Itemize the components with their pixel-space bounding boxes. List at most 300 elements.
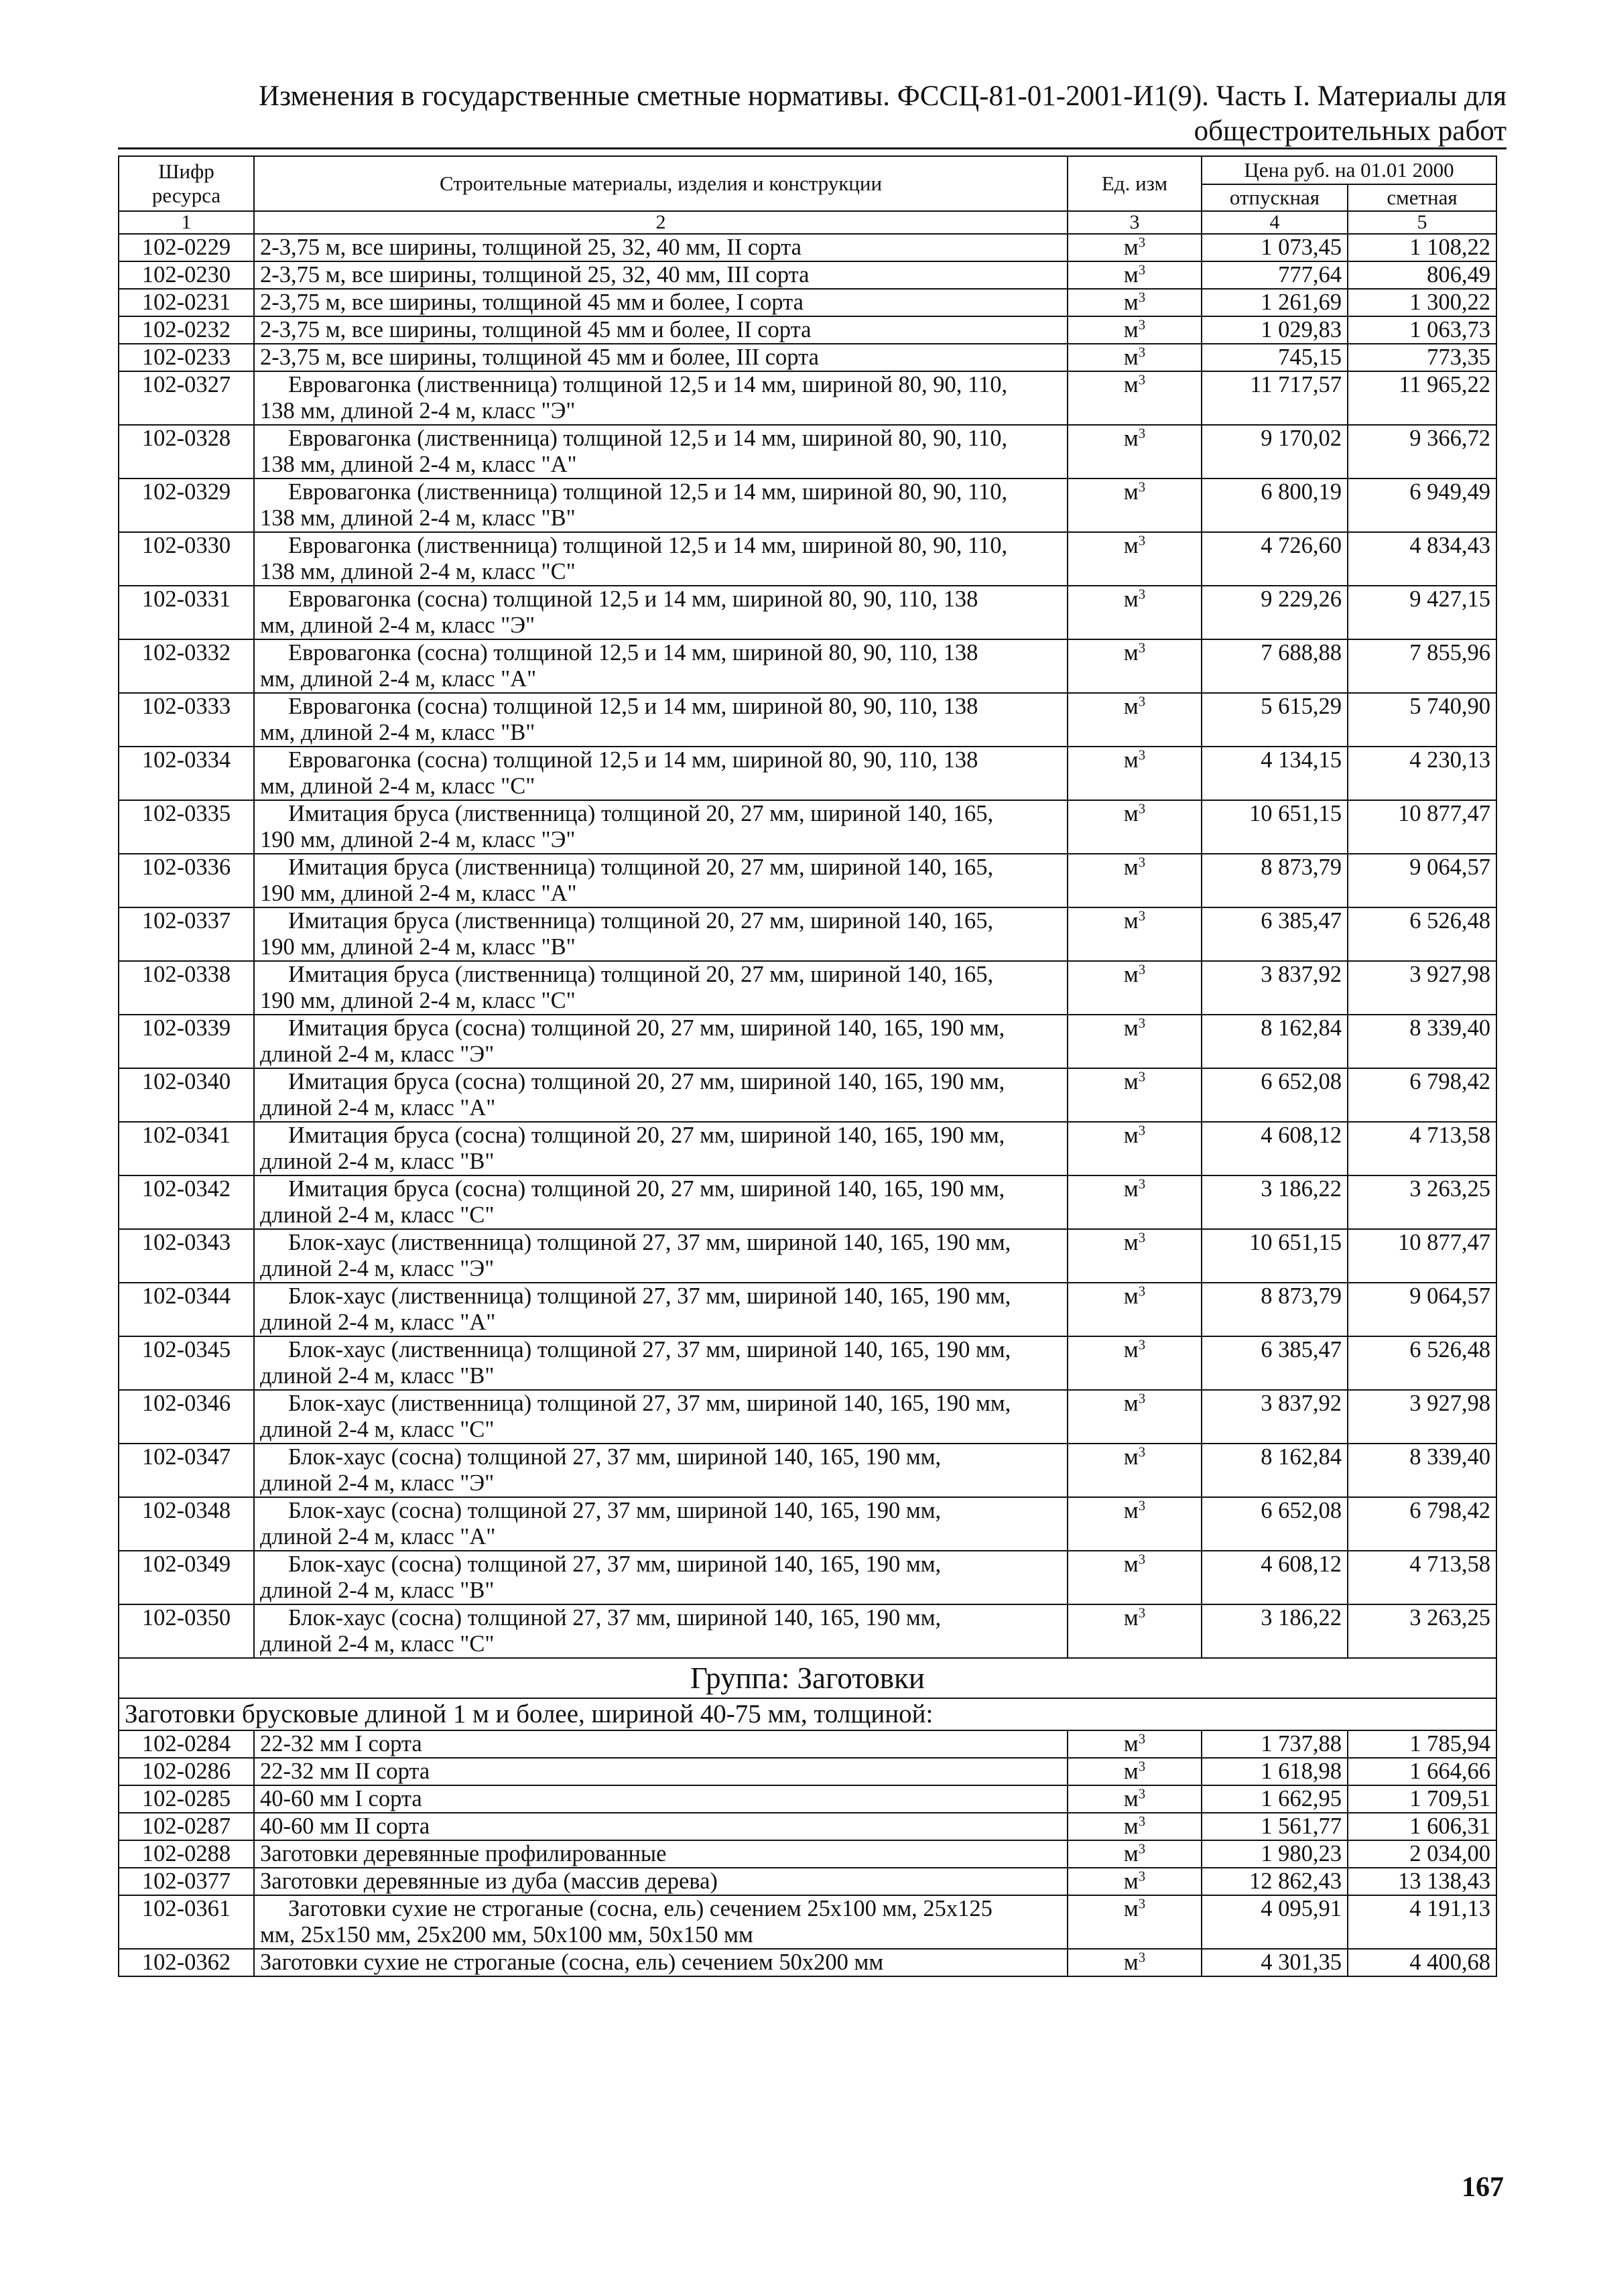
unit-exponent: 3 [1138, 1869, 1146, 1885]
unit-exponent: 3 [1138, 1897, 1146, 1912]
resource-code: 102-0331 [119, 586, 254, 639]
material-name-line-1: Имитация бруса (лиственница) толщиной 20, 27 мм, шириной 140, 165, [288, 801, 994, 826]
material-name [254, 1551, 1068, 1604]
unit [1068, 586, 1202, 639]
estimate-price: 3 263,25 [1348, 1604, 1496, 1658]
resource-code: 102-0341 [119, 1122, 254, 1175]
material-name [254, 961, 1068, 1015]
release-price: 1 662,95 [1202, 1785, 1348, 1813]
unit-base: м [1123, 586, 1139, 612]
estimate-price: 4 400,68 [1348, 1949, 1496, 1976]
material-name: 2-3,75 м, все ширины, толщиной 25, 32, 40 мм, III сорта [254, 261, 1068, 289]
table-row [119, 425, 1496, 479]
material-name [254, 1497, 1068, 1551]
unit-base: м [1123, 854, 1139, 880]
release-price: 5 615,29 [1202, 693, 1348, 747]
material-name-line-1: Имитация бруса (лиственница) толщиной 20, 27 мм, шириной 140, 165, [288, 854, 994, 880]
material-name-line-2: длиной 2-4 м, класс "А" [260, 1310, 496, 1335]
estimate-price: 1 785,94 [1348, 1730, 1496, 1758]
unit-base: м [1123, 694, 1139, 719]
table-body-lumber [119, 234, 1496, 371]
page-header [118, 79, 1507, 149]
estimate-price: 9 366,72 [1348, 425, 1496, 479]
unit-exponent: 3 [1138, 1070, 1146, 1085]
unit-exponent: 3 [1138, 1787, 1146, 1802]
resource-code: 102-0286 [119, 1758, 254, 1785]
unit-base: м [1123, 1841, 1139, 1866]
material-name [254, 1604, 1068, 1658]
unit-base: м [1123, 1759, 1139, 1784]
material-name [254, 1122, 1068, 1175]
unit [1068, 479, 1202, 532]
unit-base: м [1123, 801, 1139, 826]
material-name-line-2: длиной 2-4 м, класс "Э" [260, 1041, 495, 1067]
table-row [119, 289, 1496, 316]
table-row [119, 1015, 1496, 1068]
table-row [119, 1283, 1496, 1336]
material-name: Заготовки сухие не строганые (сосна, ель) сечением 50х200 мм [254, 1949, 1068, 1976]
unit-base: м [1123, 262, 1139, 288]
unit-base: м [1123, 1230, 1139, 1255]
material-name-line-2: длиной 2-4 м, класс "А" [260, 1524, 496, 1549]
material-name [254, 1015, 1068, 1068]
unit [1068, 1785, 1202, 1813]
material-name-line-1: Имитация бруса (сосна) толщиной 20, 27 мм, шириной 140, 165, 190 мм, [288, 1176, 1005, 1202]
unit-base: м [1123, 1551, 1139, 1577]
unit-exponent: 3 [1138, 235, 1146, 251]
unit [1068, 1122, 1202, 1175]
unit-exponent: 3 [1138, 1177, 1146, 1192]
estimate-price: 9 064,57 [1348, 854, 1496, 907]
unit [1068, 1949, 1202, 1976]
material-name-line-2: 138 мм, длиной 2-4 м, класс "С" [260, 559, 576, 584]
material-name-line-1: Евровагонка (сосна) толщиной 12,5 и 14 мм, шириной 80, 90, 110, 138 [288, 640, 978, 665]
resource-code: 102-0349 [119, 1551, 254, 1604]
resource-code: 102-0288 [119, 1840, 254, 1868]
unit [1068, 1497, 1202, 1551]
release-price: 11 717,57 [1202, 371, 1348, 425]
unit-base: м [1123, 290, 1139, 315]
resource-code: 102-0340 [119, 1068, 254, 1122]
table-body-blanks-other [119, 1840, 1496, 1895]
material-name-line-2: длиной 2-4 м, класс "Э" [260, 1470, 495, 1496]
estimate-price: 10 877,47 [1348, 800, 1496, 854]
resource-code: 102-0339 [119, 1015, 254, 1068]
estimate-price: 773,35 [1348, 344, 1496, 371]
material-name: Заготовки деревянные из дуба (массив дерева) [254, 1868, 1068, 1895]
material-name [254, 425, 1068, 479]
table-row [119, 907, 1496, 961]
unit-exponent: 3 [1138, 962, 1146, 978]
unit [1068, 854, 1202, 907]
estimate-price: 4 713,58 [1348, 1122, 1496, 1175]
material-name-line-2: длиной 2-4 м, класс "С" [260, 1631, 495, 1657]
material-name: Заготовки деревянные профилированные [254, 1840, 1068, 1868]
material-name [254, 800, 1068, 854]
unit-base: м [1123, 426, 1139, 451]
unit [1068, 1868, 1202, 1895]
unit-exponent: 3 [1138, 802, 1146, 817]
resource-code: 102-0284 [119, 1730, 254, 1758]
column-number: 4 [1202, 211, 1348, 234]
resource-code: 102-0233 [119, 344, 254, 371]
material-name-line-2: 138 мм, длиной 2-4 м, класс "А" [260, 452, 577, 477]
table-row [119, 371, 1496, 425]
unit-base: м [1123, 235, 1139, 260]
material-name-line-2: длиной 2-4 м, класс "В" [260, 1578, 495, 1603]
table-row [119, 1840, 1496, 1868]
material-name-line-1: Евровагонка (лиственница) толщиной 12,5 и 14 мм, шириной 80, 90, 110, [288, 372, 1008, 397]
estimate-price: 1 108,22 [1348, 234, 1496, 261]
material-name [254, 907, 1068, 961]
column-header-name: Строительные материалы, изделия и конструкции [254, 156, 1068, 211]
unit [1068, 1758, 1202, 1785]
material-name-line-1: Евровагонка (лиственница) толщиной 12,5 и 14 мм, шириной 80, 90, 110, [288, 533, 1008, 558]
estimate-price: 9 427,15 [1348, 586, 1496, 639]
table-body-dry-blanks [119, 1895, 1496, 1976]
estimate-price: 4 834,43 [1348, 532, 1496, 586]
material-name-line-2: мм, длиной 2-4 м, класс "Э" [260, 613, 535, 638]
release-price: 4 726,60 [1202, 532, 1348, 586]
unit-exponent: 3 [1138, 1842, 1146, 1857]
material-name-line-2: длиной 2-4 м, класс "В" [260, 1149, 495, 1174]
unit-base: м [1123, 1868, 1139, 1894]
material-name [254, 1336, 1068, 1390]
material-name-line-2: 138 мм, длиной 2-4 м, класс "Э" [260, 398, 576, 424]
column-number: 2 [254, 211, 1068, 234]
material-name [254, 747, 1068, 800]
unit [1068, 1444, 1202, 1497]
resource-code: 102-0334 [119, 747, 254, 800]
table-row [119, 344, 1496, 371]
unit-base: м [1123, 1123, 1139, 1148]
estimate-price: 13 138,43 [1348, 1868, 1496, 1895]
unit-exponent: 3 [1138, 909, 1146, 924]
material-name [254, 532, 1068, 586]
material-name: 2-3,75 м, все ширины, толщиной 45 мм и более, I сорта [254, 289, 1068, 316]
material-name-line-2: 138 мм, длиной 2-4 м, класс "В" [260, 505, 576, 531]
material-name-line-1: Евровагонка (сосна) толщиной 12,5 и 14 мм, шириной 80, 90, 110, 138 [288, 586, 978, 612]
unit [1068, 371, 1202, 425]
estimate-price: 806,49 [1348, 261, 1496, 289]
release-price: 9 229,26 [1202, 586, 1348, 639]
resource-code: 102-0332 [119, 639, 254, 693]
unit-exponent: 3 [1138, 855, 1146, 871]
resource-code: 102-0343 [119, 1229, 254, 1283]
unit [1068, 961, 1202, 1015]
estimate-price: 4 230,13 [1348, 747, 1496, 800]
release-price: 8 873,79 [1202, 1283, 1348, 1336]
unit-base: м [1123, 1605, 1139, 1631]
unit [1068, 1015, 1202, 1068]
unit-base: м [1123, 640, 1139, 665]
resource-code: 102-0350 [119, 1604, 254, 1658]
material-name: 22-32 мм II сорта [254, 1758, 1068, 1785]
unit [1068, 532, 1202, 586]
table-row [119, 1785, 1496, 1813]
release-price: 1 073,45 [1202, 234, 1348, 261]
table-row [119, 586, 1496, 639]
release-price: 3 837,92 [1202, 961, 1348, 1015]
resource-code: 102-0232 [119, 316, 254, 344]
unit-base: м [1123, 1896, 1139, 1921]
unit [1068, 261, 1202, 289]
unit [1068, 1730, 1202, 1758]
unit [1068, 1283, 1202, 1336]
release-price: 7 688,88 [1202, 639, 1348, 693]
unit [1068, 1336, 1202, 1390]
resource-code: 102-0338 [119, 961, 254, 1015]
resource-code: 102-0347 [119, 1444, 254, 1497]
unit-exponent: 3 [1138, 1445, 1146, 1460]
estimate-price: 4 713,58 [1348, 1551, 1496, 1604]
resource-code: 102-0327 [119, 371, 254, 425]
unit-base: м [1123, 372, 1139, 397]
material-name-line-1: Блок-хаус (сосна) толщиной 27, 37 мм, шириной 140, 165, 190 мм, [288, 1605, 942, 1631]
unit-base: м [1123, 317, 1139, 342]
table-row [119, 479, 1496, 532]
unit-exponent: 3 [1138, 1606, 1146, 1621]
estimate-price: 6 798,42 [1348, 1497, 1496, 1551]
estimate-price: 1 063,73 [1348, 316, 1496, 344]
unit-base: м [1123, 1813, 1139, 1839]
unit [1068, 1551, 1202, 1604]
release-price: 4 301,35 [1202, 1949, 1348, 1976]
unit-exponent: 3 [1138, 587, 1146, 602]
resource-code: 102-0362 [119, 1949, 254, 1976]
unit-base: м [1123, 533, 1139, 558]
material-name [254, 1175, 1068, 1229]
unit-exponent: 3 [1138, 1732, 1146, 1747]
unit [1068, 1895, 1202, 1949]
estimate-price: 3 927,98 [1348, 1390, 1496, 1444]
table-row [119, 1068, 1496, 1122]
release-price: 12 862,43 [1202, 1868, 1348, 1895]
release-price: 4 134,15 [1202, 747, 1348, 800]
unit-exponent: 3 [1138, 1759, 1146, 1775]
resource-code: 102-0229 [119, 234, 254, 261]
material-name-line-1: Блок-хаус (лиственница) толщиной 27, 37 мм, шириной 140, 165, 190 мм, [288, 1283, 1011, 1309]
unit-exponent: 3 [1138, 1391, 1146, 1407]
material-name [254, 371, 1068, 425]
table-row [119, 1730, 1496, 1758]
unit-base: м [1123, 1444, 1139, 1470]
resource-code: 102-0346 [119, 1390, 254, 1444]
material-name-line-1: Евровагонка (сосна) толщиной 12,5 и 14 мм, шириной 80, 90, 110, 138 [288, 747, 978, 773]
unit-exponent: 3 [1138, 641, 1146, 656]
release-price: 777,64 [1202, 261, 1348, 289]
unit-exponent: 3 [1138, 480, 1146, 495]
resource-code: 102-0328 [119, 425, 254, 479]
material-name-line-1: Заготовки сухие не строганые (сосна, ель) сечением 25х100 мм, 25х125 [288, 1896, 993, 1921]
unit-base: м [1123, 1731, 1139, 1757]
release-price: 6 652,08 [1202, 1068, 1348, 1122]
material-name [254, 1229, 1068, 1283]
resource-code: 102-0348 [119, 1497, 254, 1551]
material-name-line-1: Блок-хаус (лиственница) толщиной 27, 37 мм, шириной 140, 165, 190 мм, [288, 1230, 1011, 1255]
table-row [119, 1444, 1496, 1497]
table-body-panels [119, 371, 1496, 1658]
table-row [119, 1604, 1496, 1658]
table-row [119, 1497, 1496, 1551]
release-price: 1 561,77 [1202, 1813, 1348, 1840]
unit-exponent: 3 [1138, 373, 1146, 388]
material-name-line-2: мм, длиной 2-4 м, класс "В" [260, 720, 535, 745]
release-price: 6 800,19 [1202, 479, 1348, 532]
unit-exponent: 3 [1138, 290, 1146, 306]
unit-exponent: 3 [1138, 694, 1146, 710]
estimate-price: 6 798,42 [1348, 1068, 1496, 1122]
header-line-2: общестроительных работ [1194, 115, 1507, 147]
unit-base: м [1123, 1498, 1139, 1523]
material-name-line-1: Евровагонка (лиственница) толщиной 12,5 и 14 мм, шириной 80, 90, 110, [288, 479, 1008, 505]
release-price: 10 651,15 [1202, 1229, 1348, 1283]
unit-exponent: 3 [1138, 345, 1146, 361]
material-name-line-1: Имитация бруса (лиственница) толщиной 20, 27 мм, шириной 140, 165, [288, 962, 994, 987]
resource-code: 102-0361 [119, 1895, 254, 1949]
estimate-price: 2 034,00 [1348, 1840, 1496, 1868]
unit-exponent: 3 [1138, 1123, 1146, 1139]
unit-exponent: 3 [1138, 1284, 1146, 1299]
material-name [254, 1444, 1068, 1497]
material-name-line-1: Евровагонка (сосна) толщиной 12,5 и 14 мм, шириной 80, 90, 110, 138 [288, 694, 978, 719]
table-row [119, 961, 1496, 1015]
estimate-price: 1 606,31 [1348, 1813, 1496, 1840]
unit [1068, 1813, 1202, 1840]
unit-base: м [1123, 962, 1139, 987]
table-row [119, 1813, 1496, 1840]
estimate-price: 8 339,40 [1348, 1015, 1496, 1068]
price-table [118, 155, 1497, 1977]
estimate-price: 6 526,48 [1348, 1336, 1496, 1390]
material-name: 2-3,75 м, все ширины, толщиной 25, 32, 40 мм, II сорта [254, 234, 1068, 261]
material-name: 2-3,75 м, все ширины, толщиной 45 мм и более, III сорта [254, 344, 1068, 371]
material-name-line-1: Имитация бруса (сосна) толщиной 20, 27 мм, шириной 140, 165, 190 мм, [288, 1069, 1005, 1094]
release-price: 8 873,79 [1202, 854, 1348, 907]
material-name: 22-32 мм I сорта [254, 1730, 1068, 1758]
unit [1068, 693, 1202, 747]
unit-exponent: 3 [1138, 748, 1146, 763]
unit-exponent: 3 [1138, 426, 1146, 442]
estimate-price: 1 709,51 [1348, 1785, 1496, 1813]
material-name-line-2: 190 мм, длиной 2-4 м, класс "Э" [260, 827, 576, 852]
release-price: 4 095,91 [1202, 1895, 1348, 1949]
table-row [119, 800, 1496, 854]
header-line-1: Изменения в государственные сметные нормативы. ФССЦ-81-01-2001-И1(9). Часть I. Материалы для [259, 80, 1507, 112]
unit [1068, 316, 1202, 344]
resource-code: 102-0344 [119, 1283, 254, 1336]
table-row [119, 1895, 1496, 1949]
material-name-line-2: 190 мм, длиной 2-4 м, класс "В" [260, 934, 576, 960]
material-name: 2-3,75 м, все ширины, толщиной 45 мм и более, II сорта [254, 316, 1068, 344]
unit [1068, 1604, 1202, 1658]
release-price: 6 385,47 [1202, 1336, 1348, 1390]
page-number: 167 [1462, 2172, 1504, 2203]
estimate-price: 1 664,66 [1348, 1758, 1496, 1785]
table-row [119, 234, 1496, 261]
material-name-line-1: Имитация бруса (лиственница) толщиной 20, 27 мм, шириной 140, 165, [288, 908, 994, 934]
release-price: 4 608,12 [1202, 1122, 1348, 1175]
release-price: 1 737,88 [1202, 1730, 1348, 1758]
resource-code: 102-0329 [119, 479, 254, 532]
material-name [254, 1390, 1068, 1444]
table-row [119, 261, 1496, 289]
unit-exponent: 3 [1138, 1552, 1146, 1568]
material-name-line-1: Имитация бруса (сосна) толщиной 20, 27 мм, шириной 140, 165, 190 мм, [288, 1123, 1005, 1148]
material-name [254, 1068, 1068, 1122]
resource-code: 102-0230 [119, 261, 254, 289]
unit [1068, 344, 1202, 371]
material-name-line-2: 190 мм, длиной 2-4 м, класс "А" [260, 881, 577, 906]
unit-base: м [1123, 1176, 1139, 1202]
estimate-price: 8 339,40 [1348, 1444, 1496, 1497]
column-header-release-price: отпускная [1202, 184, 1348, 211]
table-row [119, 747, 1496, 800]
material-name-line-2: длиной 2-4 м, класс "С" [260, 1417, 495, 1442]
column-number: 5 [1348, 211, 1496, 234]
unit-base: м [1123, 1283, 1139, 1309]
estimate-price: 9 064,57 [1348, 1283, 1496, 1336]
material-name-line-2: длиной 2-4 м, класс "С" [260, 1202, 495, 1228]
material-name-line-2: длиной 2-4 м, класс "Э" [260, 1256, 495, 1281]
resource-code: 102-0336 [119, 854, 254, 907]
material-name [254, 586, 1068, 639]
unit [1068, 289, 1202, 316]
estimate-price: 5 740,90 [1348, 693, 1496, 747]
column-number: 3 [1068, 211, 1202, 234]
column-header-unit: Ед. изм [1068, 156, 1202, 211]
material-name-line-1: Блок-хаус (лиственница) толщиной 27, 37 мм, шириной 140, 165, 190 мм, [288, 1337, 1011, 1362]
release-price: 9 170,02 [1202, 425, 1348, 479]
unit-base: м [1123, 1786, 1139, 1811]
material-name [254, 639, 1068, 693]
table-row [119, 1868, 1496, 1895]
unit-exponent: 3 [1138, 533, 1146, 549]
table-row [119, 316, 1496, 344]
unit-exponent: 3 [1138, 1230, 1146, 1246]
material-name-line-1: Блок-хаус (сосна) толщиной 27, 37 мм, шириной 140, 165, 190 мм, [288, 1498, 942, 1523]
unit [1068, 425, 1202, 479]
table-row [119, 854, 1496, 907]
release-price: 8 162,84 [1202, 1015, 1348, 1068]
table-row [119, 1949, 1496, 1976]
unit-base: м [1123, 479, 1139, 505]
unit-exponent: 3 [1138, 318, 1146, 333]
table-row [119, 1390, 1496, 1444]
unit [1068, 639, 1202, 693]
estimate-price: 10 877,47 [1348, 1229, 1496, 1283]
table-row [119, 693, 1496, 747]
table-row [119, 1122, 1496, 1175]
unit-base: м [1123, 1069, 1139, 1094]
column-header-price: Цена руб. на 01.01 2000 [1202, 156, 1496, 184]
material-name-line-1: Блок-хаус (лиственница) толщиной 27, 37 мм, шириной 140, 165, 190 мм, [288, 1391, 1011, 1416]
unit-base: м [1123, 747, 1139, 773]
resource-code: 102-0330 [119, 532, 254, 586]
unit [1068, 747, 1202, 800]
group-subheading: Заготовки брусковые длиной 1 м и более, шириной 40-75 мм, толщиной: [119, 1698, 1496, 1730]
material-name-line-2: длиной 2-4 м, класс "В" [260, 1363, 495, 1389]
material-name [254, 693, 1068, 747]
unit-exponent: 3 [1138, 263, 1146, 278]
table-row [119, 1551, 1496, 1604]
release-price: 1 261,69 [1202, 289, 1348, 316]
unit [1068, 1840, 1202, 1868]
release-price: 1 618,98 [1202, 1758, 1348, 1785]
unit-base: м [1123, 908, 1139, 934]
material-name: 40-60 мм I сорта [254, 1785, 1068, 1813]
estimate-price: 1 300,22 [1348, 289, 1496, 316]
